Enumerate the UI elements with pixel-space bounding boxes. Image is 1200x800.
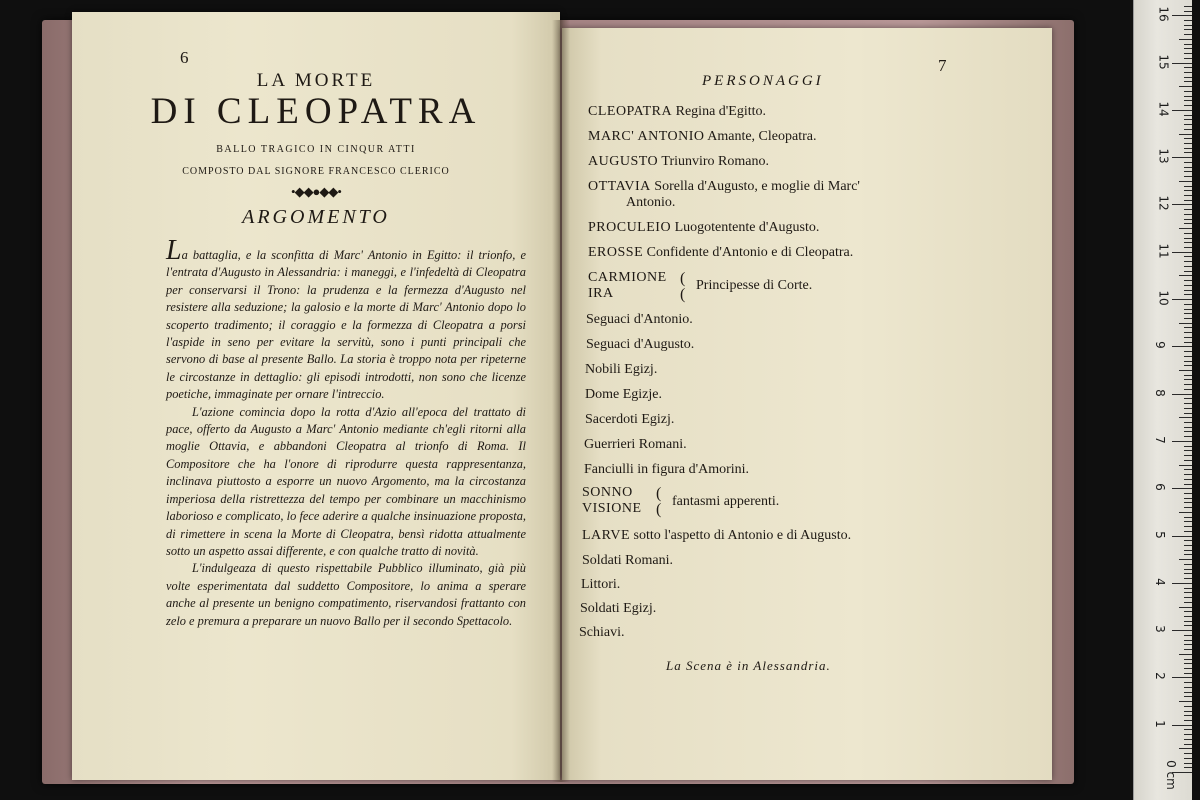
ruler-tick	[1184, 711, 1192, 712]
ruler-tick	[1172, 299, 1192, 300]
ruler-label: 8	[1152, 388, 1167, 397]
page-number-right: 7	[938, 56, 947, 75]
ruler-tick	[1184, 379, 1192, 380]
role-visione: VISIONE	[582, 501, 642, 516]
ruler-tick	[1184, 77, 1192, 78]
ruler-tick	[1184, 554, 1192, 555]
role-erosse: EROSSE Confidente d'Antonio e di Cleopatra.	[588, 245, 854, 260]
ruler-tick	[1184, 479, 1192, 480]
scene-location: La Scena è in Alessandria.	[666, 658, 831, 673]
role-ottavia-cont: Antonio.	[626, 195, 676, 210]
ruler-tick	[1184, 763, 1192, 764]
ruler-tick	[1184, 186, 1192, 187]
right-page	[562, 28, 1052, 780]
ruler-tick	[1184, 190, 1192, 191]
ruler-tick	[1184, 332, 1192, 333]
ruler-tick	[1184, 389, 1192, 390]
ruler-tick	[1184, 422, 1192, 423]
ruler-tick	[1184, 200, 1192, 201]
ruler-tick	[1184, 105, 1192, 106]
ruler-label: 4	[1152, 577, 1167, 586]
ruler-tick	[1184, 521, 1192, 522]
ruler-tick	[1184, 115, 1192, 116]
ruler-tick	[1184, 635, 1192, 636]
ruler-tick	[1184, 682, 1192, 683]
personaggi-heading: PERSONAGGI	[702, 73, 824, 89]
ruler-tick	[1184, 351, 1192, 352]
ruler-tick	[1184, 34, 1192, 35]
ruler-tick	[1184, 384, 1192, 385]
ruler-tick	[1179, 134, 1192, 135]
ruler-label: 3	[1152, 625, 1167, 633]
ruler-tick	[1179, 275, 1192, 276]
ruler-tick	[1184, 649, 1192, 650]
ruler-tick	[1184, 550, 1192, 551]
ruler-tick	[1184, 673, 1192, 674]
role-guerrieri: Guerrieri Romani.	[584, 437, 687, 452]
role-sacerdoti: Sacerdoti Egizj.	[585, 412, 675, 427]
role-sonno: SONNO	[582, 485, 633, 500]
ruler-label: 11	[1156, 243, 1171, 259]
ruler-tick	[1184, 48, 1192, 49]
argument-body	[166, 235, 526, 630]
argument-paragraph-2: L'azione comincia dopo la rotta d'Azio all'epoca del trattato di pace, offerto da Augusto a Marc' Antonio mediante ch'egli ritorni alla moglie Ottavia, e abbandoni Cleopatra al trionfo di Roma. Il Compositore che ha l'onore di riprodurre questa rappresentanza, inclinava piuttosto a esporre un nuovo Argomento, ma la circostanza imperiosa della ristrettezza del tempo per combinare un macchinismo laborioso e complicato, lo fece aderire a qualche insinuazione proposta, di rimettere in scena la Morte di Cleopatra, bensì ridotta attualmente sotto un aspetto assai differente, e con qualche tratto di novità.	[166, 404, 526, 558]
ruler-tick	[1172, 157, 1192, 158]
ruler-tick	[1184, 715, 1192, 716]
ruler-tick	[1184, 573, 1192, 574]
ruler-tick	[1172, 583, 1192, 584]
ruler-tick	[1172, 110, 1192, 111]
ruler-tick	[1184, 223, 1192, 224]
ruler-tick	[1172, 630, 1192, 631]
ruler-label: 14	[1156, 101, 1171, 117]
ruler-tick	[1184, 484, 1192, 485]
role-seguaci-antonio: Seguaci d'Antonio.	[586, 312, 693, 327]
ruler-tick	[1184, 11, 1192, 12]
ruler-tick	[1184, 138, 1192, 139]
ruler-tick	[1179, 228, 1192, 229]
ruler-tick	[1184, 271, 1192, 272]
ruler-tick	[1184, 469, 1192, 470]
ruler-tick	[1184, 431, 1192, 432]
role-cleopatra: CLEOPATRA Regina d'Egitto.	[588, 104, 767, 119]
ruler-tick	[1184, 408, 1192, 409]
role-schiavi: Schiavi.	[579, 625, 625, 640]
ruler-tick	[1184, 602, 1192, 603]
ruler-tick	[1172, 252, 1192, 253]
ruler-tick	[1184, 313, 1192, 314]
role-littori: Littori.	[581, 577, 621, 592]
ruler-tick	[1184, 238, 1192, 239]
role-nobili: Nobili Egizj.	[585, 362, 658, 377]
ruler-tick	[1172, 725, 1192, 726]
ruler-tick	[1179, 181, 1192, 182]
ruler-tick	[1184, 327, 1192, 328]
ruler-tick	[1184, 436, 1192, 437]
ruler-tick	[1179, 39, 1192, 40]
ruler-tick	[1184, 616, 1192, 617]
ruler-tick	[1184, 526, 1192, 527]
ruler-tick	[1184, 588, 1192, 589]
role-fanciulli: Fanciulli in figura d'Amorini.	[584, 462, 750, 477]
ornament: •◆◆●◆◆•	[291, 184, 341, 199]
ruler-tick	[1184, 706, 1192, 707]
role-soldati-romani: Soldati Romani.	[582, 553, 673, 568]
ruler-tick	[1184, 304, 1192, 305]
ruler-tick	[1184, 58, 1192, 59]
subtitle: BALLO TRAGICO IN CINQUR ATTI	[216, 144, 416, 155]
ruler-tick	[1184, 67, 1192, 68]
argument-paragraph-1: La battaglia, e la sconfitta di Marc' Antonio in Egitto: il trionfo, e l'entrata d'Augusto in Alessandria: i maneggi, e l'infedeltà di Cleopatra per conservarsi il Trono: la prudenza e la fermezza d'Augusto nel resistere alla seduzione; la galosio e la morte di Marc' Antonio dopo lo scoperto tradimento; il coraggio e la formezza di Cleopatra a porsi l'aspide in seno per evitare la servitù, sono i punti principali che servono di base al presente Ballo. La storia è troppo nota per ripeterne le circostanze in dettaglio: gli episodi introdotti, non sono che licenze poetiche, immaginate per ornare l'intreccio.	[166, 235, 526, 402]
ruler-tick	[1179, 512, 1192, 513]
group-fantasmi: fantasmi apperenti.	[672, 494, 780, 509]
ruler-label: 16	[1156, 6, 1171, 22]
ruler-tick	[1184, 696, 1192, 697]
ruler-tick	[1184, 72, 1192, 73]
brace-icon: ( (	[680, 270, 686, 303]
ruler-label: 2	[1152, 672, 1167, 681]
group-principesse: Principesse di Corte.	[696, 278, 813, 293]
ruler-tick	[1184, 337, 1192, 338]
ruler-label: 10	[1156, 290, 1171, 306]
ruler-tick	[1184, 450, 1192, 451]
ruler-tick	[1184, 53, 1192, 54]
ruler-tick	[1184, 739, 1192, 740]
ruler-tick	[1184, 209, 1192, 210]
ruler-tick	[1184, 29, 1192, 30]
ruler-tick	[1184, 356, 1192, 357]
ruler-tick	[1184, 692, 1192, 693]
ruler-tick	[1184, 569, 1192, 570]
ruler-tick	[1184, 611, 1192, 612]
ruler-tick	[1184, 96, 1192, 97]
ruler-tick	[1184, 242, 1192, 243]
ruler-tick	[1184, 758, 1192, 759]
ruler-tick	[1172, 15, 1192, 16]
role-seguaci-augusto: Seguaci d'Augusto.	[586, 337, 695, 352]
ruler-tick	[1184, 285, 1192, 286]
brace-icon: ( (	[656, 485, 662, 518]
ruler-tick	[1184, 753, 1192, 754]
ruler-tick	[1184, 767, 1192, 768]
ruler-tick	[1184, 446, 1192, 447]
ruler-tick	[1184, 621, 1192, 622]
ruler-tick	[1184, 294, 1192, 295]
ruler-tick	[1184, 100, 1192, 101]
ruler-label: 9	[1152, 341, 1167, 350]
ruler-tick	[1184, 640, 1192, 641]
ruler-tick	[1179, 417, 1192, 418]
ruler-tick	[1184, 124, 1192, 125]
ruler-label: 12	[1156, 195, 1171, 212]
ruler-tick	[1184, 256, 1192, 257]
ruler-tick	[1184, 247, 1192, 248]
ruler-tick	[1184, 427, 1192, 428]
role-proculeio: PROCULEIO Luogotentente d'Augusto.	[588, 220, 820, 235]
role-larve: LARVE sotto l'aspetto di Antonio e di Augusto.	[582, 528, 852, 543]
ruler-tick	[1172, 536, 1192, 537]
ruler-tick	[1184, 167, 1192, 168]
ruler-tick	[1184, 455, 1192, 456]
section-heading-argomento: ARGOMENTO	[242, 206, 390, 228]
ruler-tick	[1184, 129, 1192, 130]
ruler-tick	[1172, 204, 1192, 205]
ruler-tick	[1184, 119, 1192, 120]
ruler-tick	[1184, 744, 1192, 745]
ruler-tick	[1179, 86, 1192, 87]
ruler-tick	[1184, 474, 1192, 475]
ruler-tick	[1184, 219, 1192, 220]
ruler-tick	[1179, 465, 1192, 466]
composer-line: COMPOSTO DAL SIGNORE FRANCESCO CLERICO	[182, 166, 450, 177]
ruler-tick	[1172, 346, 1192, 347]
ruler-tick	[1184, 531, 1192, 532]
ruler-tick	[1184, 413, 1192, 414]
ruler-tick	[1184, 176, 1192, 177]
ruler-tick	[1184, 162, 1192, 163]
ruler-tick	[1172, 63, 1192, 64]
ruler-tick	[1184, 342, 1192, 343]
role-carmione: CARMIONE	[588, 270, 667, 285]
ruler-tick	[1179, 748, 1192, 749]
ruler-tick	[1184, 148, 1192, 149]
ruler-tick	[1184, 507, 1192, 508]
ruler-tick	[1184, 403, 1192, 404]
title-line-2: DI CLEOPATRA	[150, 91, 482, 132]
ruler-tick	[1184, 592, 1192, 593]
ruler-tick	[1184, 290, 1192, 291]
ruler-tick	[1184, 659, 1192, 660]
ruler-tick	[1184, 91, 1192, 92]
ruler-tick	[1184, 171, 1192, 172]
ruler-tick	[1184, 502, 1192, 503]
ruler-tick	[1172, 677, 1192, 678]
ruler-tick	[1172, 488, 1192, 489]
ruler-tick	[1184, 625, 1192, 626]
ruler-tick	[1184, 195, 1192, 196]
ruler-tick	[1184, 398, 1192, 399]
ruler-label: 5	[1152, 530, 1167, 539]
ruler-tick	[1184, 720, 1192, 721]
drop-cap: L	[166, 235, 182, 266]
role-soldati-egizj: Soldati Egizj.	[580, 601, 657, 616]
ruler-label: 6	[1152, 483, 1167, 492]
ruler-label: 15	[1156, 53, 1171, 70]
ruler-label: 13	[1156, 148, 1171, 164]
ruler-tick	[1184, 20, 1192, 21]
ruler-tick	[1184, 578, 1192, 579]
ruler-label: 0 cm	[1163, 760, 1178, 790]
ruler-tick	[1184, 687, 1192, 688]
ruler-tick	[1184, 663, 1192, 664]
role-augusto: AUGUSTO Triunviro Romano.	[588, 154, 769, 169]
ruler-tick	[1184, 81, 1192, 82]
title-line-1: LA MORTE	[256, 70, 376, 91]
ruler-tick	[1179, 323, 1192, 324]
ruler-tick	[1184, 668, 1192, 669]
ruler-tick	[1184, 6, 1192, 7]
role-marc-antonio: MARC' ANTONIO Amante, Cleopatra.	[588, 129, 817, 144]
ruler-tick	[1184, 25, 1192, 26]
ruler-tick	[1184, 545, 1192, 546]
ruler-tick	[1184, 493, 1192, 494]
ruler-tick	[1184, 644, 1192, 645]
ruler-tick	[1184, 44, 1192, 45]
page-number-left: 6	[180, 48, 189, 67]
ruler-tick	[1184, 361, 1192, 362]
ruler-tick	[1172, 394, 1192, 395]
ruler-tick	[1184, 152, 1192, 153]
argument-paragraph-3: L'indulgeaza di questo rispettabile Pubblico illuminato, già più volte esperimentata dal suddetto Compositore, lo anima a sperare anche al presente un benigno compatimento, riservandosi frattanto con zelo e premura a preparare un nuovo Ballo per il secondo Spettacolo.	[166, 561, 526, 628]
ruler-tick	[1184, 564, 1192, 565]
ruler-tick	[1184, 318, 1192, 319]
ruler-tick	[1184, 498, 1192, 499]
ruler-tick	[1179, 370, 1192, 371]
ruler-tick	[1184, 280, 1192, 281]
ruler-tick	[1184, 266, 1192, 267]
ruler-tick	[1184, 143, 1192, 144]
ruler-tick	[1184, 540, 1192, 541]
ruler-tick	[1184, 309, 1192, 310]
role-dome: Dome Egizje.	[585, 387, 662, 402]
ruler-label: 1	[1152, 719, 1167, 728]
ruler-tick	[1179, 559, 1192, 560]
ruler-tick	[1184, 597, 1192, 598]
ruler-label: 7	[1152, 436, 1167, 444]
ruler-tick	[1184, 734, 1192, 735]
ruler-tick	[1184, 365, 1192, 366]
ruler-tick	[1184, 375, 1192, 376]
ruler-tick	[1179, 654, 1192, 655]
role-ottavia: OTTAVIA Sorella d'Augusto, e moglie di Marc'	[588, 179, 860, 194]
ruler-tick	[1184, 460, 1192, 461]
ruler-tick	[1184, 517, 1192, 518]
ruler-tick	[1184, 214, 1192, 215]
book-gutter	[552, 20, 570, 782]
ruler-tick	[1172, 441, 1192, 442]
ruler-tick	[1184, 233, 1192, 234]
ruler-tick	[1184, 729, 1192, 730]
role-ira: IRA	[588, 286, 614, 301]
ruler-tick	[1179, 701, 1192, 702]
left-page	[72, 12, 560, 780]
ruler-tick	[1179, 607, 1192, 608]
measuring-ruler	[1133, 0, 1192, 800]
ruler-tick	[1184, 261, 1192, 262]
